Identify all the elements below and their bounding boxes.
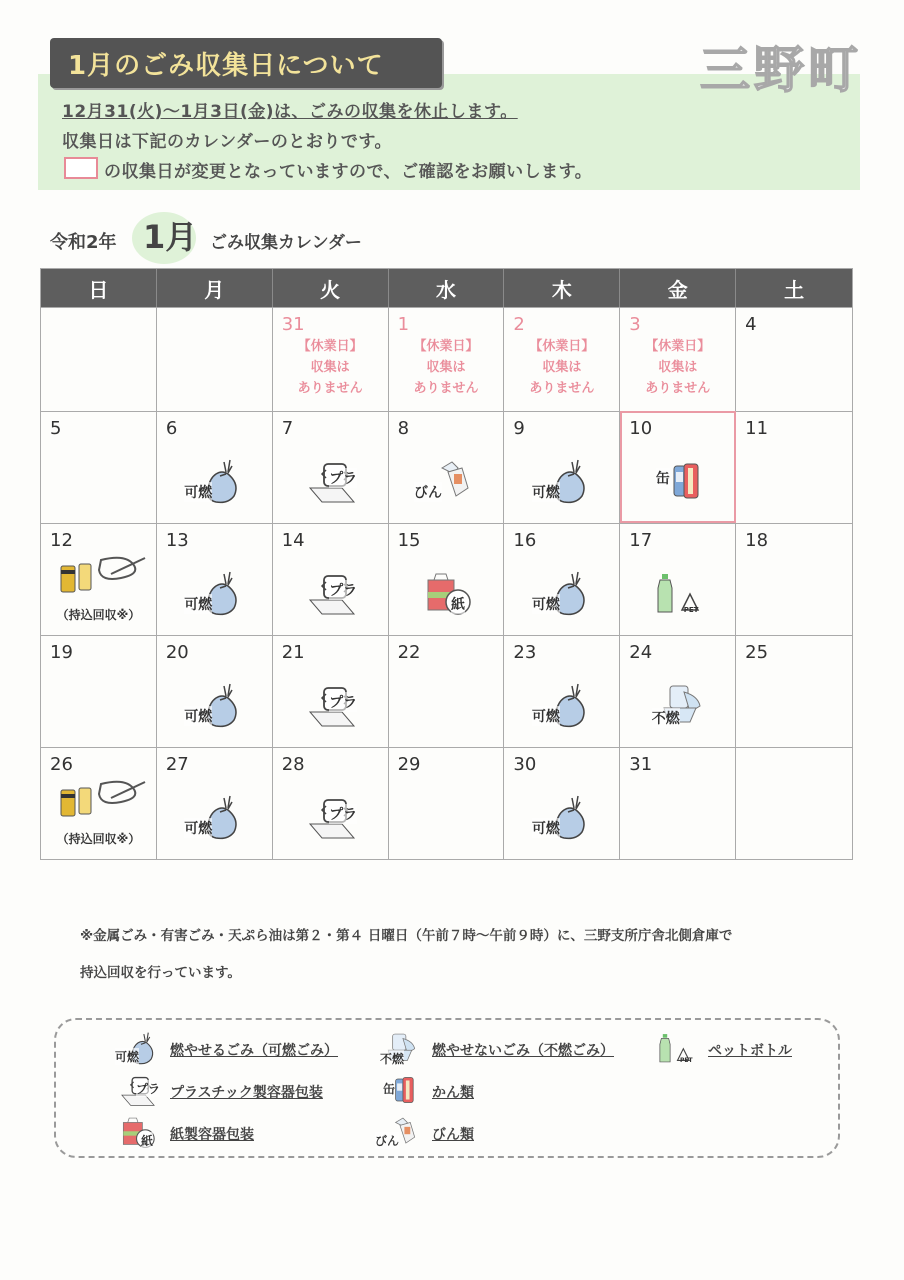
day-number: 26	[50, 754, 73, 775]
day-number: 5	[50, 418, 62, 439]
legend-burnable	[116, 1030, 338, 1070]
holiday-notice-line1: 【休業日】	[529, 339, 595, 354]
legend-can-label: かん類	[432, 1085, 474, 1101]
plastic-icon	[302, 458, 366, 508]
burnable-icon-label: 可燃	[532, 818, 560, 838]
legend-box	[54, 1018, 840, 1158]
bottle-icon	[413, 458, 482, 508]
calendar-day-cell	[504, 747, 620, 859]
paper-icon	[418, 570, 482, 620]
calendar-day-cell	[620, 747, 736, 859]
holiday-notice-line3: ありません	[645, 381, 711, 396]
day-number: 22	[397, 642, 421, 663]
day-number: 14	[281, 530, 305, 551]
burnable-icon-label: 可燃	[184, 482, 212, 502]
day-number: 30	[513, 754, 537, 775]
notice-line-changed: の収集日が変更となっていますので、ご確認をお願いします。	[104, 162, 593, 182]
weekday-sun: 日	[41, 269, 157, 307]
legend-pet	[654, 1030, 792, 1070]
bottle-icon-label: びん	[414, 482, 442, 502]
calendar-day-cell	[273, 411, 389, 523]
weekday-wed: 水	[389, 269, 505, 307]
calendar-day-cell	[389, 307, 505, 411]
burnable-icon	[531, 682, 598, 732]
bringin-icon	[51, 776, 151, 826]
calendar-day-cell	[41, 635, 157, 747]
burnable-icon-label: 可燃	[184, 818, 212, 838]
calendar-week-row	[41, 747, 852, 859]
weekday-header	[41, 269, 852, 307]
calendar-day-cell	[504, 307, 620, 411]
holiday-notice-line2: 収集は	[426, 360, 466, 375]
day-number: 12	[50, 530, 73, 551]
plastic-icon-label: プラ	[329, 468, 357, 488]
legend-burnable-label: 燃やせるごみ（可燃ごみ）	[170, 1043, 338, 1059]
plastic-icon-label: プラ	[136, 1082, 161, 1096]
calendar-day-cell	[389, 523, 505, 635]
weekday-thu: 木	[504, 269, 620, 307]
paper-icon-label: 紙	[451, 594, 465, 614]
footnote-line2: 持込回収を行っています。	[80, 965, 241, 981]
burnable-icon	[186, 682, 250, 732]
day-number: 27	[165, 754, 189, 775]
burnable-icon-label: 可燃	[115, 1050, 140, 1064]
bottle-icon-label: びん	[375, 1134, 400, 1148]
page-title: 1月のごみ収集日について	[50, 38, 442, 88]
day-number: 31	[629, 754, 653, 775]
holiday-notice	[273, 336, 388, 399]
holiday-notice	[620, 336, 735, 399]
plastic-icon-label: プラ	[329, 692, 357, 712]
calendar-week-row	[41, 635, 852, 747]
holiday-notice	[504, 336, 619, 399]
holiday-notice-line3: ありません	[529, 381, 595, 396]
collection-calendar	[40, 268, 853, 860]
holiday-notice-line3: ありません	[413, 381, 479, 396]
calendar-day-cell-changed	[620, 411, 736, 523]
holiday-notice-line2: 収集は	[310, 360, 350, 375]
calendar-day-cell	[620, 307, 736, 411]
day-number: 21	[281, 642, 305, 663]
holiday-notice-line2: 収集は	[658, 360, 698, 375]
calendar-day-cell	[736, 747, 852, 859]
legend-nonburnable-label: 燃やせないごみ（不燃ごみ）	[432, 1043, 614, 1059]
day-number: 31	[281, 314, 305, 335]
notice-line-calendar: 収集日は下記のカレンダーのとおりです。	[62, 132, 393, 152]
day-number: 3	[629, 314, 641, 335]
calendar-day-cell	[157, 523, 273, 635]
can-icon	[650, 458, 714, 508]
burnable-icon	[531, 458, 598, 508]
calendar-day-cell	[273, 747, 389, 859]
calendar-day-cell	[157, 635, 273, 747]
holiday-notice-line1: 【休業日】	[413, 339, 479, 354]
day-number: 1	[397, 314, 410, 335]
calendar-day-cell	[736, 411, 852, 523]
paper-icon-label: 紙	[141, 1134, 154, 1148]
calendar-day-cell	[736, 523, 852, 635]
calendar-day-cell	[41, 307, 157, 411]
pet-bottle-icon	[654, 1030, 704, 1070]
day-number: 19	[50, 642, 73, 663]
day-number: 9	[513, 418, 525, 439]
notice-line-closure: 12月31(火)～1月3日(金)は、ごみの収集を休止します。	[62, 102, 518, 122]
holiday-notice-line2: 収集は	[542, 360, 582, 375]
calendar-day-cell	[41, 747, 157, 859]
day-number: 7	[281, 418, 294, 439]
subtitle-month: 1月	[143, 218, 198, 256]
nonburnable-icon	[650, 682, 714, 732]
calendar-day-cell	[504, 635, 620, 747]
day-number: 4	[745, 314, 757, 335]
can-icon	[378, 1072, 428, 1112]
weekday-fri: 金	[620, 269, 736, 307]
bringin-icon	[51, 552, 151, 602]
day-number: 25	[745, 642, 769, 663]
calendar-week-row	[41, 307, 852, 411]
weekday-mon: 月	[157, 269, 273, 307]
legend-plastic-label: プラスチック製容器包装	[170, 1085, 323, 1101]
calendar-day-cell	[620, 635, 736, 747]
holiday-notice-line1: 【休業日】	[645, 339, 711, 354]
pet-icon-label: PET	[683, 606, 699, 614]
legend-pet-label: ペットボトル	[708, 1043, 792, 1059]
burnable-icon	[186, 458, 250, 508]
burnable-icon	[186, 570, 250, 620]
calendar-day-cell	[736, 307, 852, 411]
nonburnable-icon-label: 不燃	[380, 1052, 405, 1066]
burnable-icon-label: 可燃	[184, 706, 212, 726]
day-number: 24	[629, 642, 653, 663]
plastic-icon	[302, 682, 366, 732]
calendar-day-cell	[41, 523, 157, 635]
day-number: 23	[513, 642, 537, 663]
nonburnable-icon-label: 不燃	[652, 708, 680, 728]
legend-can	[378, 1072, 474, 1112]
calendar-day-cell	[620, 523, 736, 635]
legend-paper-label: 紙製容器包装	[170, 1127, 254, 1143]
burnable-garbage-icon	[116, 1030, 166, 1070]
calendar-day-cell	[273, 307, 389, 411]
calendar-week-row	[41, 411, 852, 523]
legend-bottle	[375, 1114, 474, 1154]
legend-plastic	[116, 1072, 323, 1112]
calendar-day-cell	[504, 411, 620, 523]
plastic-icon-label: プラ	[329, 804, 357, 824]
can-icon-label: 缶	[383, 1082, 396, 1096]
calendar-week-row	[41, 523, 852, 635]
day-number: 18	[745, 530, 769, 551]
legend-nonburnable	[378, 1030, 614, 1070]
day-number: 13	[165, 530, 189, 551]
burnable-icon-label: 可燃	[532, 594, 560, 614]
day-number: 17	[629, 530, 653, 551]
glass-bottle-icon	[375, 1114, 428, 1154]
holiday-notice-line3: ありません	[297, 381, 363, 396]
pet-icon-label: PET	[680, 1057, 693, 1064]
calendar-day-cell	[389, 635, 505, 747]
can-icon-label: 缶	[656, 468, 670, 488]
calendar-day-cell	[157, 411, 273, 523]
calendar-day-cell	[157, 307, 273, 411]
plastic-icon-label: プラ	[329, 580, 357, 600]
pet-icon	[650, 570, 714, 620]
changed-date-swatch	[64, 157, 98, 179]
burnable-icon-label: 可燃	[532, 706, 560, 726]
legend-bottle-label: びん類	[432, 1127, 474, 1143]
day-number: 15	[397, 530, 421, 551]
day-number: 2	[513, 314, 525, 335]
burnable-icon	[531, 794, 598, 844]
plastic-icon	[302, 570, 366, 620]
day-number: 11	[745, 418, 769, 439]
bring-in-note: （持込回収※）	[56, 832, 141, 846]
nonburnable-garbage-icon	[378, 1030, 428, 1070]
calendar-day-cell	[504, 523, 620, 635]
footnote-line1: ※金属ごみ・有害ごみ・天ぷら油は第２・第４ 日曜日（午前７時～午前９時）に、三野支所庁舎北側倉庫で	[80, 928, 733, 944]
holiday-notice	[389, 336, 504, 399]
day-number: 28	[281, 754, 305, 775]
plastic-packaging-icon	[116, 1072, 166, 1112]
town-name: 三野町	[700, 41, 862, 99]
calendar-day-cell	[273, 523, 389, 635]
calendar-day-cell	[41, 411, 157, 523]
calendar-day-cell	[389, 747, 505, 859]
burnable-icon	[186, 794, 250, 844]
calendar-day-cell	[273, 635, 389, 747]
calendar-day-cell	[389, 411, 505, 523]
weekday-tue: 火	[273, 269, 389, 307]
calendar-body	[41, 307, 852, 859]
plastic-icon	[302, 794, 366, 844]
day-number: 6	[165, 418, 178, 439]
weekday-sat: 土	[784, 277, 805, 302]
paper-container-icon	[116, 1114, 166, 1154]
day-number: 16	[513, 530, 537, 551]
day-number: 10	[629, 418, 653, 439]
calendar-day-cell	[157, 747, 273, 859]
calendar-day-cell	[736, 635, 852, 747]
legend-paper	[116, 1114, 254, 1154]
day-number: 29	[397, 754, 421, 775]
burnable-icon	[531, 570, 598, 620]
day-number: 8	[397, 418, 410, 439]
bring-in-note: （持込回収※）	[56, 608, 141, 622]
holiday-notice-line1: 【休業日】	[297, 339, 363, 354]
subtitle-era: 令和2年	[50, 232, 117, 253]
day-number: 20	[165, 642, 189, 663]
burnable-icon-label: 可燃	[532, 482, 560, 502]
subtitle-text: ごみ収集カレンダー	[210, 233, 362, 253]
burnable-icon-label: 可燃	[184, 594, 212, 614]
